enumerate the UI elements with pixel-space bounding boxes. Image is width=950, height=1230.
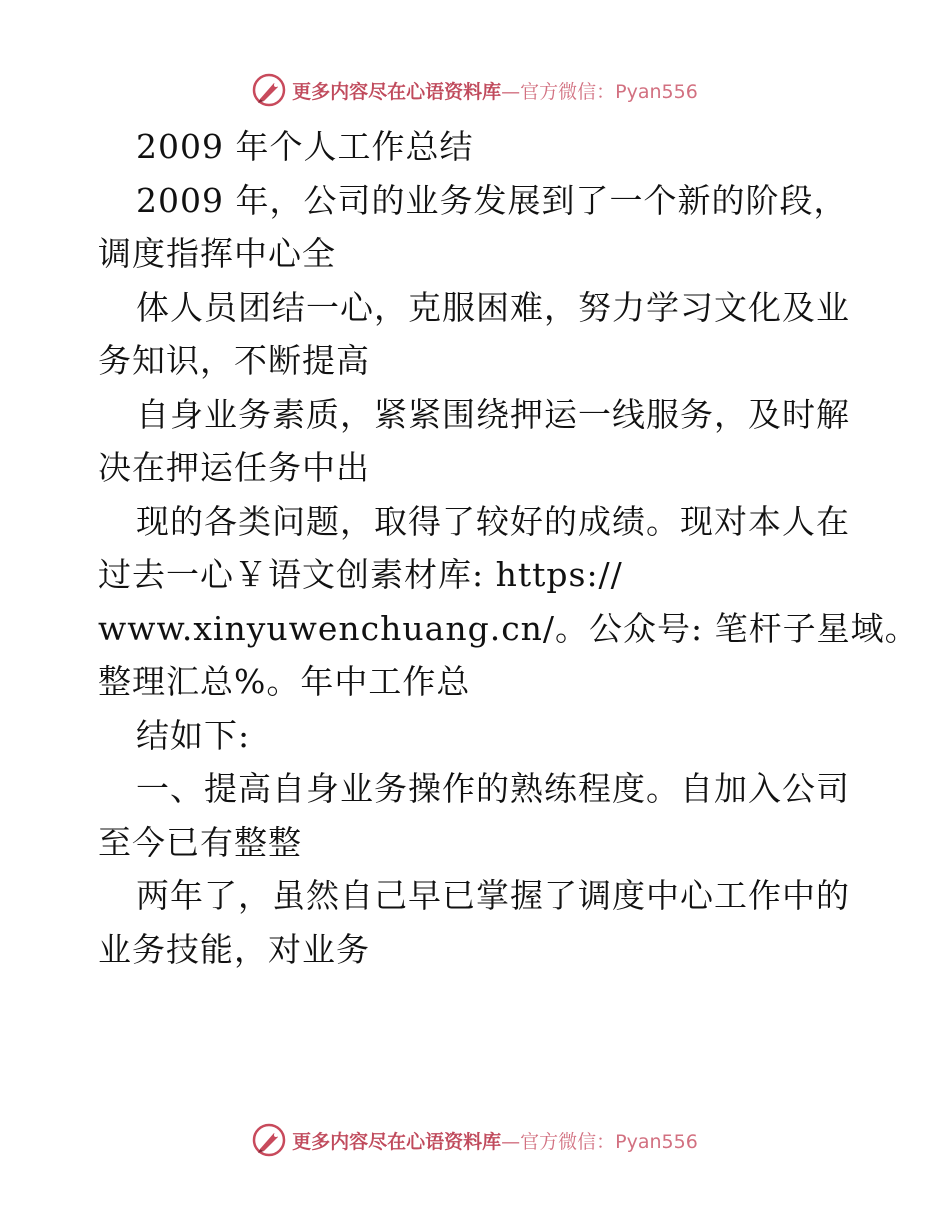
paragraph-line: 至今已有整整 (98, 822, 302, 862)
paragraph-line: 结如下: (136, 715, 251, 755)
document-body (98, 120, 919, 976)
paragraph-line: 过去一心￥语文创素材库: https:// (98, 555, 623, 594)
paragraph-line: 现的各类问题，取得了较好的成绩。现对本人在 (136, 501, 850, 541)
paragraph-line: 决在押运任务中出 (98, 448, 370, 487)
banner-separator: — (501, 80, 521, 103)
banner-suffix: 官方微信：Pyan556 (520, 80, 698, 103)
pen-logo-icon (252, 73, 286, 107)
banner-suffix: 官方微信：Pyan556 (520, 1130, 698, 1153)
pen-logo-icon (252, 1123, 286, 1157)
paragraph-line: 一、提高自身业务操作的熟练程度。自加入公司 (136, 769, 850, 808)
paragraph-line: 调度指挥中心全 (98, 234, 336, 273)
paragraph-line: 自身业务素质，紧紧围绕押运一线服务，及时解 (136, 394, 850, 434)
paragraph-line: 2009 年，公司的业务发展到了一个新的阶段， (136, 180, 848, 220)
banner-brand: 更多内容尽在心语资料库 (292, 1130, 502, 1153)
header-banner (0, 70, 950, 110)
paragraph-line: 务知识，不断提高 (98, 341, 370, 380)
banner-separator: — (501, 1130, 521, 1153)
paragraph-line: 两年了，虽然自己早已掌握了调度中心工作中的 (136, 876, 850, 915)
paragraph-line: 整理汇总%。年中工作总 (98, 662, 471, 701)
footer-banner (0, 1120, 950, 1160)
banner-brand: 更多内容尽在心语资料库 (292, 80, 502, 103)
doc-title: 2009 年个人工作总结 (136, 127, 474, 166)
paragraph-line: 业务技能，对业务 (98, 929, 370, 969)
paragraph-line: 体人员团结一心，克服困难，努力学习文化及业 (136, 287, 850, 327)
paragraph-line: www.xinyuwenchuang.cn/。公众号: 笔杆子星域。 (98, 608, 919, 648)
